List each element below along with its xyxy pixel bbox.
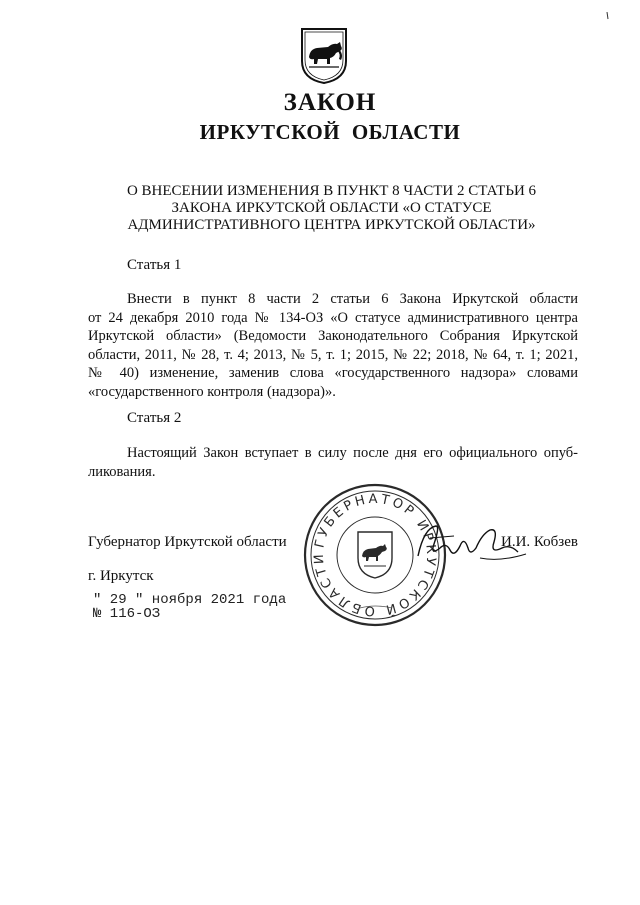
handwritten-signature (410, 518, 530, 568)
law-subject-title (88, 183, 575, 234)
title-line: ЗАКОНА ИРКУТСКОЙ ОБЛАСТИ «О СТАТУСЕ (171, 200, 492, 216)
corner-mark (606, 12, 610, 20)
article-1-line: Иркутской области» (Ведомости Законодательного Собрания Иркутской (88, 328, 578, 345)
article-1-line: от 24 декабря 2010 года № 134-ОЗ «О статусе административного центра (88, 309, 578, 326)
article-2-line: ликования. (88, 463, 156, 480)
signatory-position: Губернатор Иркутской области (88, 534, 287, 550)
article-2-text (88, 444, 578, 481)
region-title: ИРКУТСКОЙ ОБЛАСТИ (199, 120, 461, 144)
article-1-text (88, 290, 578, 402)
svg-text:ГУБЕРНАТОР ИРКУТСКОЙ ОБЛАСТИ: ГУБЕРНАТОР ИРКУТСКОЙ ОБЛАСТИ (311, 491, 439, 619)
article-1-heading: Статья 1 (127, 257, 182, 273)
registration-date: " 29 " ноября 2021 года (93, 592, 287, 608)
coat-of-arms-emblem (300, 27, 348, 85)
city-of-signing: г. Иркутск (88, 568, 154, 584)
article-2-line: Настоящий Закон вступает в силу после дня его официального опуб- (127, 445, 578, 461)
law-title: ЗАКОН (283, 89, 377, 116)
article-2-heading: Статья 2 (127, 410, 182, 426)
article-1-line: области, 2011, № 28, т. 4; 2013, № 5, т. 1; 2015, № 22; 2018, № 64, т. 1; 2021, (88, 346, 578, 363)
article-1-line: «государственного контроля (надзора)». (88, 383, 336, 400)
signatory-name: И.И. Кобзев (501, 534, 578, 550)
article-1-line: Внести в пункт 8 части 2 статьи 6 Закона Иркутской области (127, 291, 578, 307)
title-line: АДМИНИСТРАТИВНОГО ЦЕНТРА ИРКУТСКОЙ ОБЛАСТИ» (127, 217, 536, 233)
registration-number: № 116-ОЗ (93, 606, 161, 622)
article-1-line: № 40) изменение, заменив слова «государственного надзора» словами (88, 365, 578, 382)
title-line: О ВНЕСЕНИИ ИЗМЕНЕНИЯ В ПУНКТ 8 ЧАСТИ 2 СТАТЬИ 6 (126, 183, 537, 199)
